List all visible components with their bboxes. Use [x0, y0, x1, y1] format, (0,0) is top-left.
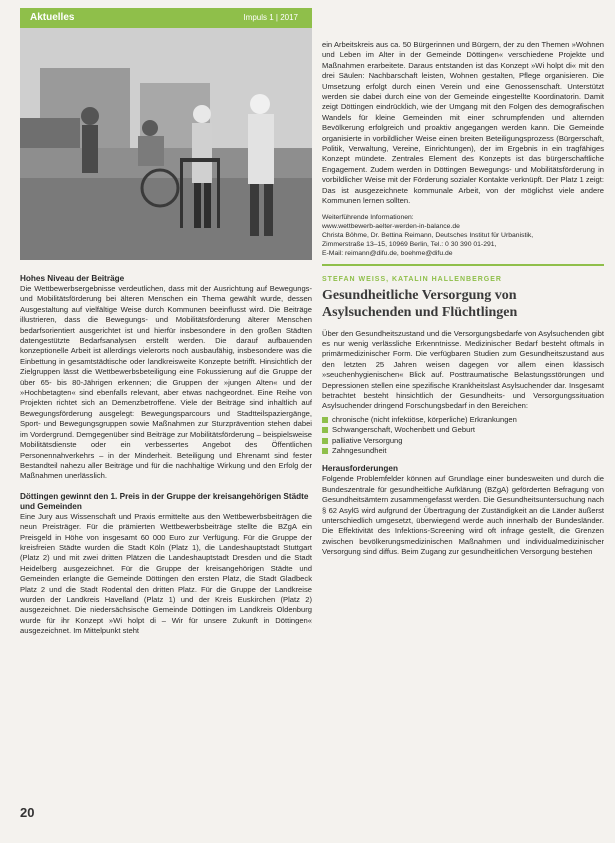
contact-line: Weiterführende Informationen:: [322, 213, 414, 221]
section-heading: Herausforderungen: [322, 464, 398, 474]
section-heading: Döttingen gewinnt den 1. Preis in der Gruppe der kreisangehörigen Städte und Gemeinden: [20, 491, 309, 511]
article-headline: Gesundheitliche Versorgung von Asylsuchenden und Flüchtlingen: [322, 287, 518, 320]
section-divider: [322, 264, 604, 266]
contact-line: Christa Böhme, Dr. Bettina Reimann, Deutsches Institut für Urbanistik,: [322, 231, 534, 239]
seniors-walking-photo: [20, 28, 312, 260]
research-areas-list: [322, 415, 604, 457]
section-heading: Hohes Niveau der Beiträge: [20, 274, 125, 283]
article-authors: STEFAN WEISS, KATALIN HALLENBERGER: [322, 275, 502, 283]
body-paragraph: Folgende Problemfelder können auf Grundlage einer bundesweiten und durch die Bundeszentrale für gesundheitliche Aufklärung (BZgA) geförderten Befragung von Gesundheitsämtern zusammengefasst werden. Die Gesundheitsuntersuchung nach § 62 AsylG wird aufgrund der Übertragung der Zuständigkeit an die Länder äußerst unterschiedlich umgesetzt, überwiegend werde auch innerhalb der Bundesländer. Die Effektivität des Infektions-Screening wird oft infrage gestellt, die Grenzen zwischen bevölkerungsmedizinischen Maßnahmen und individualmedizinischer Versorgung sind diffus. Beim Zugang zur gesundheitlichen Versorgung bestehen: [322, 474, 604, 557]
section-band: [20, 8, 312, 28]
list-item: Schwangerschaft, Wochenbett und Geburt: [322, 425, 604, 435]
body-paragraph: Eine Jury aus Wissenschaft und Praxis ermittelte aus den Wettbewerbsbeiträgen die neun Preisträger. Für die prämierten Wettbewerbsbeiträge stellte die BZgA ein Preisgeld in Höhe von insgesamt 60 000 Euro zur Verfügung. Für die Gruppe der kreisfreien Städte wurden die Stadt Köln (Platz 1), die Landeshauptstadt Stuttgart (Platz 2) und mit zwei dritten Plätzen die Landeshauptstadt Dresden und die Stadt Heidelberg ausgezeichnet. Für die Gruppe der kreisangehörigen Städte und Gemeinden erlangte die Gemeinde Döttingen den ersten Platz, die Stadt Gladbeck Platz 2 und die Stadt Rodental den dritten Platz. Für die Gruppe der Landkreise wurden der Landkreis Havelland (Platz 1) und der Kreis Euskirchen (Platz 2) ausgezeichnet. Die niedersächsische Gemeinde Döttingen im Landkreis Oldenburg wurde für ihr Konzept »Wi holpt di – Wir für unsere Zukunft in Döttingen« ausgezeichnet. Im Mittelpunkt steht: [20, 511, 312, 636]
body-paragraph: ein Arbeitskreis aus ca. 50 Bürgerinnen und Bürgern, der zu den Themen »Wohnen und Leben im Alter in der Gemeinde Döttingen« verschiedene Projekte und Maßnahmen erarbeitete. Daraus entstanden ist das Konzept »Wi holpt di« mit den drei Säulen: Nachbarschaft leisten, Wohnen gestalten, Pflege organisieren. Die Umsetzung erfolgt durch einen Verein und eine Genossenschaft. Unterstützt werden sie dabei durch eine von der Gemeinde eingestellte Koordinatorin. Damit zeigt Döttingen eindrücklich, wie der Umgang mit den Folgen des demografischen Wandels für kleine Gemeinden mit einer schrumpfenden und alternden Bevölkerung erfolgreich und proaktiv angegangen werden kann. Die Gemeinde organisierte in vorbildlicher Weise einen breiten Beteiligungsprozess (Bürgerschaft, Politik, Verwaltung, Vereine, Einrichtungen), der im Ergebnis in ein tragfähiges Konzept mündete. Zentrales Element des Konzepts ist das bürgerschaftliche Engagement. Zudem werden in Döttingen Bewegungs- und Mobilitätsförderung in vorbildlicher Weise mit der Förderung sozialer Kontakte verknüpft. Der Platz 1 zeigt: Das ist ausgezeichnete kommunale Arbeit, von der möglichst viele andere Kommunen lernen sollten.: [322, 40, 604, 206]
issue-tag: Impuls 1 | 2017: [243, 13, 298, 22]
article-photo: [20, 28, 312, 260]
page-number: 20: [20, 805, 35, 820]
list-item: chronische (nicht infektiöse, körperliche) Erkrankungen: [322, 415, 604, 425]
body-paragraph: Die Wettbewerbsergebnisse verdeutlichen, dass mit der Ausrichtung auf Bewegungs- und Mobilitätsförderung bei älteren Menschen ein Thema gewählt wurde, dessen Ausgestaltung auf vielfältige Weise durch Kommunen beeinflusst wird. Die Beiträge illustrieren, dass die Bewegungs- und Mobilitätsförderung älterer Menschen bedarfsorientiert ausgerichtet ist und hierfür insbesondere in den großen Städten datengestützte Bedarfsanalysen erstellt werden. Die darauf aufbauenden konzeptionelle Arbeit ist allerdings vielerorts noch ausbaufähig, insbesondere was die Einbettung in gesamtstädtische oder landkreisweite Konzepte betrifft. Hinsichtlich der Zielgruppen lässt die Wettbewerbsbeteiligung eine Fokussierung auf die Gruppe der über 65- bis 80-Jährigen erkennen; die Gruppen der »jungen Alten« und der »Hochbetagten« sind ebenfalls relevant, aber etwas nachgeordnet. Eine Reihe von Projekten richtet sich an Demenzbetroffene. Viele der Beiträge sind inhaltlich auf Bewegungsförderung ausgelegt: Bewegungsparcours und Stadtteilspaziergänge, Sport- und Bewegungsgruppen sowie Maßnahmen zur Sturzprävention stehen dabei im Vordergrund. Demgegenüber sind Beiträge zur Mobilitätsförderung – beispielsweise Mobilitätsdienste oder ein verbessertes Angebot des Öffentlichen Personennahverkehrs – in der Minderheit. Beteiligung und Ehrenamt sind fester Bestandteil nahezu aller Beiträge und für die nachhaltige Wirkung und den Erfolg der Maßnahmen unerlässlich.: [20, 284, 312, 481]
contact-link[interactable]: www.wettbewerb-aelter-werden-in-balance.de: [322, 222, 460, 230]
body-paragraph: Über den Gesundheitszustand und die Versorgungsbedarfe von Asylsuchenden gibt es nur wenig verlässliche Erkenntnisse. Medizinischer Bedarf besteht oftmals in primärmedizinischer Form. Die verfügbaren Studien zum Gesundheitszustand aus den letzten 25 Jahren weisen dagegen vor allem einen klassisch »seuchenhygienischen« Blick auf. Posttraumatische Belastungsstörungen und Depressionen stellen eine spezifische Krankheitslast Asylsuchender dar. Insgesamt betrachtet besteht hinsichtlich der Gesundheits- und Versorgungssituation Asylsuchender dringend Forschungsbedarf in den Bereichen:: [322, 328, 605, 411]
contact-line: Zimmerstraße 13–15, 10969 Berlin, Tel.: 0 30 390 01-291,: [322, 240, 497, 248]
contact-line: E-Mail: reimann@difu.de, boehme@difu.de: [322, 249, 453, 257]
list-item: Zahngesundheit: [322, 446, 604, 456]
section-label: Aktuelles: [30, 12, 75, 23]
contact-info: [322, 213, 604, 258]
right-column: [322, 40, 604, 558]
list-item: palliative Versorgung: [322, 436, 604, 446]
left-column: [20, 8, 312, 637]
